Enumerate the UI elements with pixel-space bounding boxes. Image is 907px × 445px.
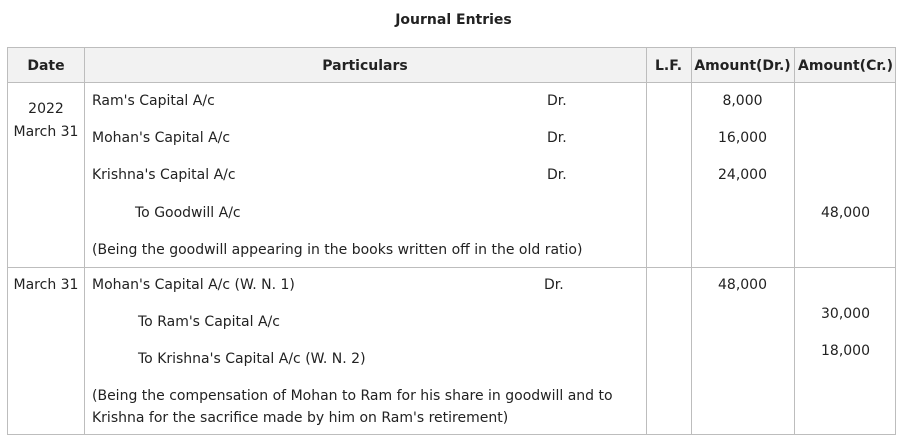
header-lf: L.F.: [654, 58, 683, 74]
credit-amount: 30,000: [821, 306, 870, 322]
entry-date: March 31: [13, 277, 79, 293]
dr-marker: Dr.: [547, 130, 567, 146]
header-date: Date: [27, 58, 65, 74]
account-name: To Goodwill A/c: [135, 205, 241, 221]
column-divider: [646, 48, 647, 434]
credit-amount: 48,000: [821, 205, 870, 221]
account-name: Krishna's Capital A/c: [92, 167, 236, 183]
account-name: Mohan's Capital A/c (W. N. 1): [92, 277, 295, 293]
account-name: Mohan's Capital A/c: [92, 130, 231, 146]
dr-marker: Dr.: [544, 277, 564, 293]
header-amount-dr: Amount(Dr.): [694, 58, 791, 74]
debit-amount: 24,000: [718, 167, 767, 183]
credit-amount: 18,000: [821, 343, 870, 359]
narration: Krishna for the sacrifice made by him on Ram's retirement): [92, 410, 509, 426]
account-name: To Krishna's Capital A/c (W. N. 2): [138, 351, 366, 367]
journal-table: [7, 47, 896, 435]
debit-amount: 16,000: [718, 130, 767, 146]
debit-amount: 8,000: [722, 93, 763, 109]
entry-date: March 31: [13, 124, 79, 140]
header-amount-cr: Amount(Cr.): [798, 58, 893, 74]
row-divider: [8, 267, 895, 268]
debit-amount: 48,000: [718, 277, 767, 293]
dr-marker: Dr.: [547, 93, 567, 109]
narration: (Being the goodwill appearing in the books written off in the old ratio): [92, 242, 583, 258]
account-name: Ram's Capital A/c: [92, 93, 215, 109]
column-divider: [84, 48, 85, 434]
header-particulars: Particulars: [322, 58, 408, 74]
page-title: Journal Entries: [395, 12, 512, 28]
dr-marker: Dr.: [547, 167, 567, 183]
entry-date-year: 2022: [28, 101, 64, 117]
narration: (Being the compensation of Mohan to Ram for his share in goodwill and to: [92, 388, 613, 404]
account-name: To Ram's Capital A/c: [138, 314, 280, 330]
column-divider: [794, 48, 795, 434]
